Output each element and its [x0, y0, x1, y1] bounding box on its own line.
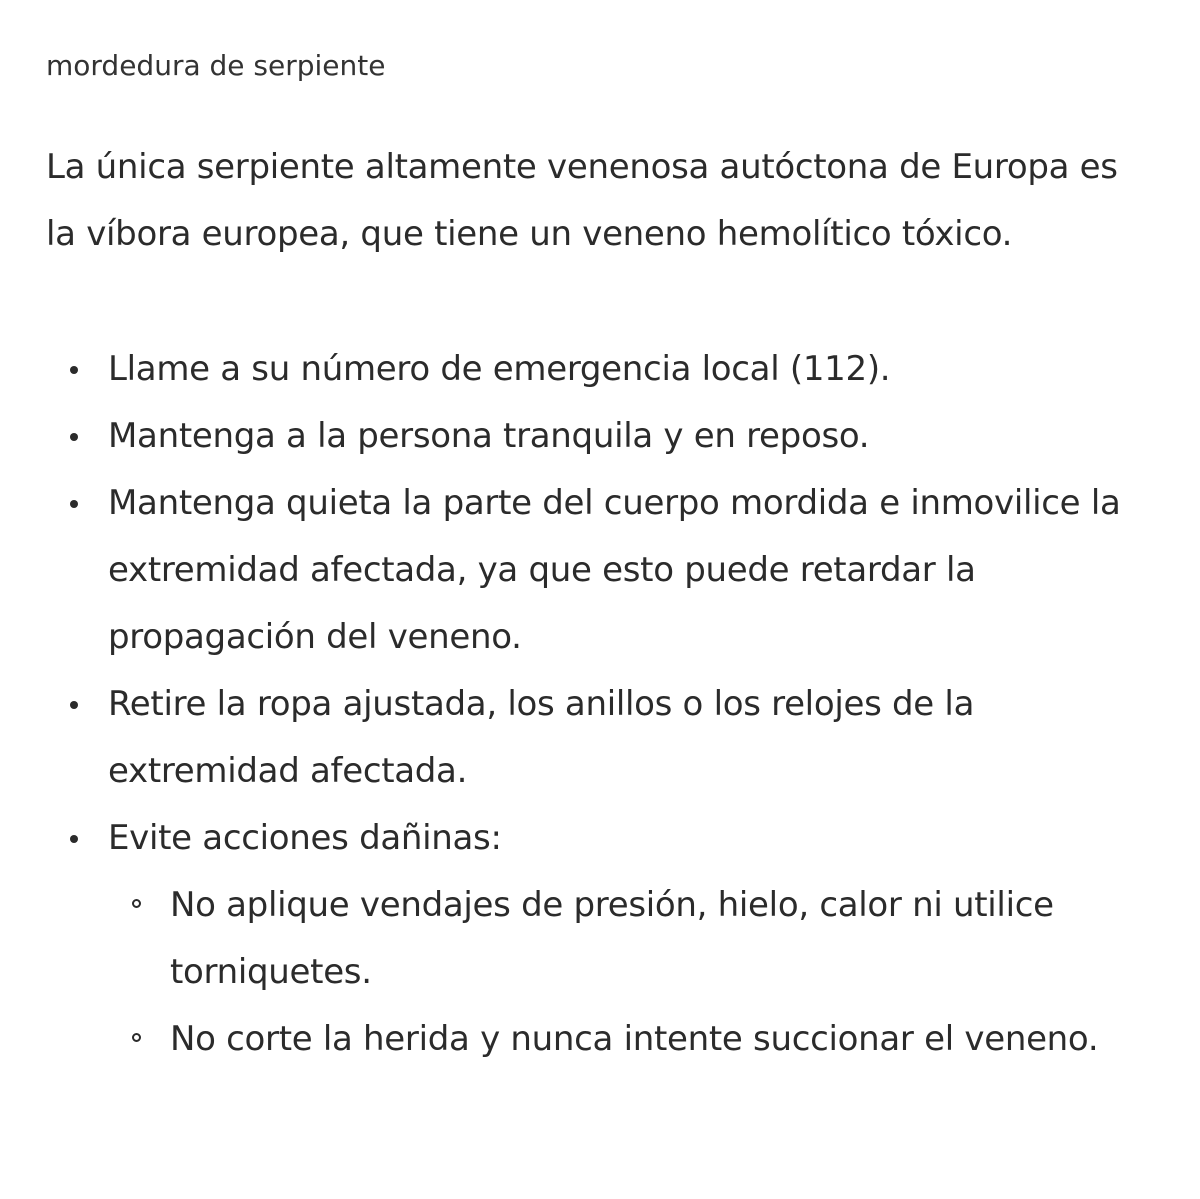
bullet-dot-icon [70, 500, 78, 508]
list-item [46, 470, 1156, 671]
sub-list-item [108, 872, 1156, 1006]
list-item [46, 805, 1156, 1073]
page-title: mordedura de serpiente [46, 49, 386, 82]
sub-list-item [108, 1006, 1156, 1073]
list-item-text: Retire la ropa ajustada, los anillos o los relojes de la extremidad afectada. [108, 684, 975, 791]
bullet-dot-icon [70, 701, 78, 709]
harmful-actions-list [108, 872, 1156, 1073]
list-item-text: Mantenga quieta la parte del cuerpo mordida e inmovilice la extremidad afectada, ya que esto puede retardar la propagación del veneno. [108, 483, 1121, 657]
hollow-bullet-icon [132, 899, 141, 908]
intro-paragraph: La única serpiente altamente venenosa autóctona de Europa es la víbora europea, que tiene un veneno hemolítico tóxico. [46, 147, 1118, 254]
list-item [46, 671, 1156, 805]
hollow-bullet-icon [132, 1033, 141, 1042]
bullet-dot-icon [70, 835, 78, 843]
list-item-text: Evite acciones dañinas: [108, 818, 502, 858]
list-item [46, 403, 1156, 470]
sub-list-item-text: No aplique vendajes de presión, hielo, calor ni utilice torniquetes. [170, 885, 1054, 992]
sub-list-item-text: No corte la herida y nunca intente succionar el veneno. [170, 1019, 1099, 1059]
list-item-text: Mantenga a la persona tranquila y en reposo. [108, 416, 870, 456]
list-item [46, 336, 1156, 403]
bullet-dot-icon [70, 366, 78, 374]
list-item-text: Llame a su número de emergencia local (112). [108, 349, 891, 389]
instruction-list [46, 336, 1156, 1073]
bullet-dot-icon [70, 433, 78, 441]
